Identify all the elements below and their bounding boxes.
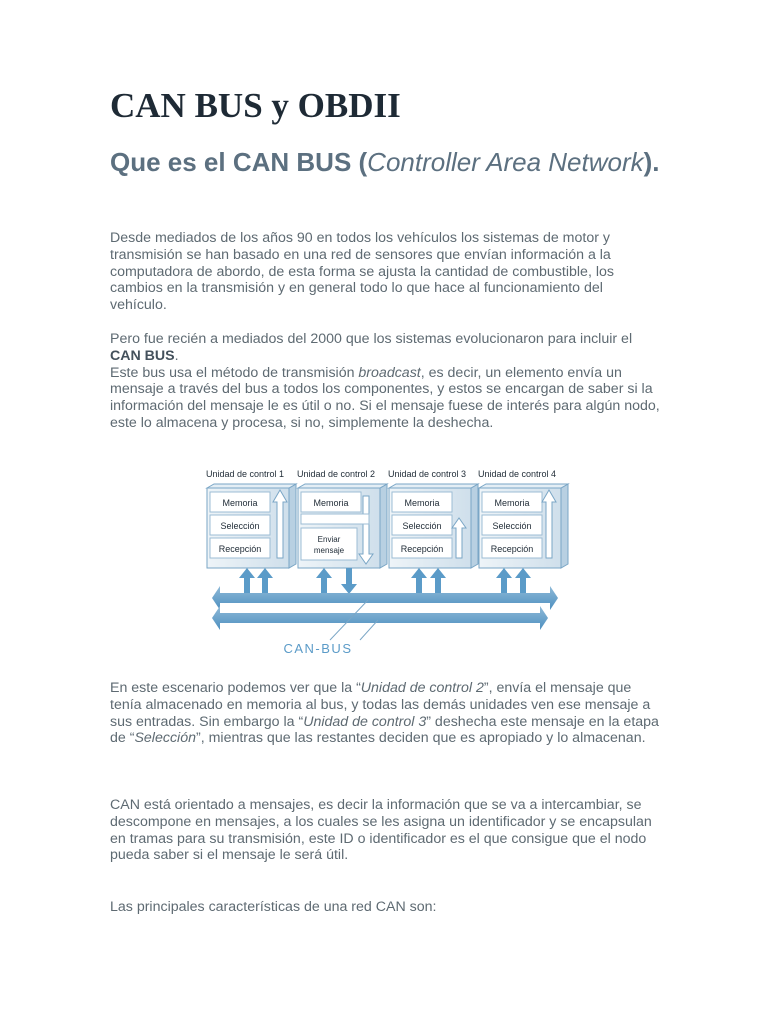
arrow-up-icon xyxy=(257,568,273,594)
italic-broadcast: broadcast xyxy=(358,364,421,381)
paragraph-messages: CAN está orientado a mensajes, es decir la información que se va a intercambiar, se descompone en mensajes, a los cuales se les asigna un identificador y se encapsulan en tramas para su transmisión, este ID o identificador es el que consigue que el nodo pueda saber si el mensaje le será útil. xyxy=(110,797,652,864)
document-title: CAN BUS y OBDII xyxy=(110,86,401,125)
italic-unit-3: Unidad de control 3 xyxy=(303,713,427,730)
paragraph-scenario xyxy=(110,680,660,747)
unit-side xyxy=(380,484,387,568)
arrow-up-icon xyxy=(496,568,512,594)
can-bus-diagram xyxy=(200,460,570,660)
unit-top xyxy=(298,484,387,488)
control-unit-1 xyxy=(206,469,296,568)
unit-side xyxy=(289,484,296,568)
paragraph-canbus xyxy=(110,331,660,432)
text: . xyxy=(174,347,179,364)
bold-canbus: CAN BUS xyxy=(110,347,175,364)
unit-title: Unidad de control 1 xyxy=(206,469,285,479)
row-enviar xyxy=(301,528,357,560)
bus-label: CAN-BUS xyxy=(283,641,353,656)
row-label: Memoria xyxy=(404,498,440,508)
italic-seleccion: Selección xyxy=(134,730,196,747)
italic-unit-2: Unidad de control 2 xyxy=(360,680,484,696)
paragraph-features: Las principales características de una red CAN son: xyxy=(110,899,437,915)
row-label: Recepción xyxy=(218,544,262,554)
text: ”, envía el mensaje que tenía almacenado en memoria al bus, y todas las demás unidades ven ese mensaje a sus entradas. Sin embargo la “ xyxy=(110,680,651,730)
heading-suffix: ). xyxy=(643,147,660,177)
row-label: Selección xyxy=(492,521,532,531)
arrow-bridge xyxy=(301,514,369,524)
unit-top xyxy=(479,484,568,488)
row-label: Recepción xyxy=(490,544,534,554)
unit-title: Unidad de control 3 xyxy=(388,469,467,479)
arrow-up-icon xyxy=(316,568,332,594)
arrow-up-icon xyxy=(515,568,531,594)
unit-title: Unidad de control 4 xyxy=(478,469,557,479)
row-label: mensaje xyxy=(313,546,345,555)
text: Este bus usa el método de transmisión xyxy=(110,364,359,381)
text: ”, mientras que las restantes deciden que es apropiado y lo almacenan. xyxy=(195,730,646,747)
paragraph-intro: Desde mediados de los años 90 en todos los vehículos los sistemas de motor y transmisión se han basado en una red de sensores que envían información a la computadora de abordo, de esta forma se ajusta la cantidad de combustible, los cambios en la transmisión y en general todo lo que hace al funcionamiento del vehículo. xyxy=(110,230,614,314)
unit-title: Unidad de control 2 xyxy=(297,469,376,479)
unit-side xyxy=(471,484,478,568)
text: En este escenario podemos ver que la “ xyxy=(110,680,361,696)
control-unit-4 xyxy=(478,469,568,568)
arrow-up-icon xyxy=(430,568,446,594)
arrow-down-icon xyxy=(341,568,357,594)
text: Pero fue recién a mediados del 2000 que los sistemas evolucionaron para incluir el xyxy=(110,331,633,347)
row-label: Memoria xyxy=(494,498,530,508)
section-heading xyxy=(110,146,670,179)
bus-line-lower xyxy=(212,606,548,630)
text: , es decir, un elemento envía un mensaje a través del bus a todos los componentes, y estos se encargan de saber si la información del mensaje le es útil o no. Si el mensaje fuese de interés para algún nodo, este lo almacena y procesa, si no, simplemente la deshecha. xyxy=(110,364,660,431)
heading-prefix: Que es el CAN BUS ( xyxy=(110,147,368,177)
row-label: Selección xyxy=(402,521,442,531)
unit-top xyxy=(207,484,296,488)
row-label: Memoria xyxy=(222,498,258,508)
row-label: Recepción xyxy=(400,544,444,554)
connector-arrows xyxy=(239,568,531,594)
unit-side xyxy=(561,484,568,568)
arrow-up-icon xyxy=(411,568,427,594)
unit-top xyxy=(389,484,478,488)
text: ” deshecha este mensaje en la etapa de “ xyxy=(110,713,659,747)
row-label: Enviar xyxy=(317,535,341,544)
control-unit-3 xyxy=(388,469,478,568)
arrow-up-icon xyxy=(239,568,255,594)
row-label: Memoria xyxy=(313,498,349,508)
heading-italic: Controller Area Network xyxy=(367,147,644,177)
row-label: Selección xyxy=(220,521,260,531)
diagram-svg xyxy=(200,460,570,660)
control-unit-2 xyxy=(297,469,387,568)
